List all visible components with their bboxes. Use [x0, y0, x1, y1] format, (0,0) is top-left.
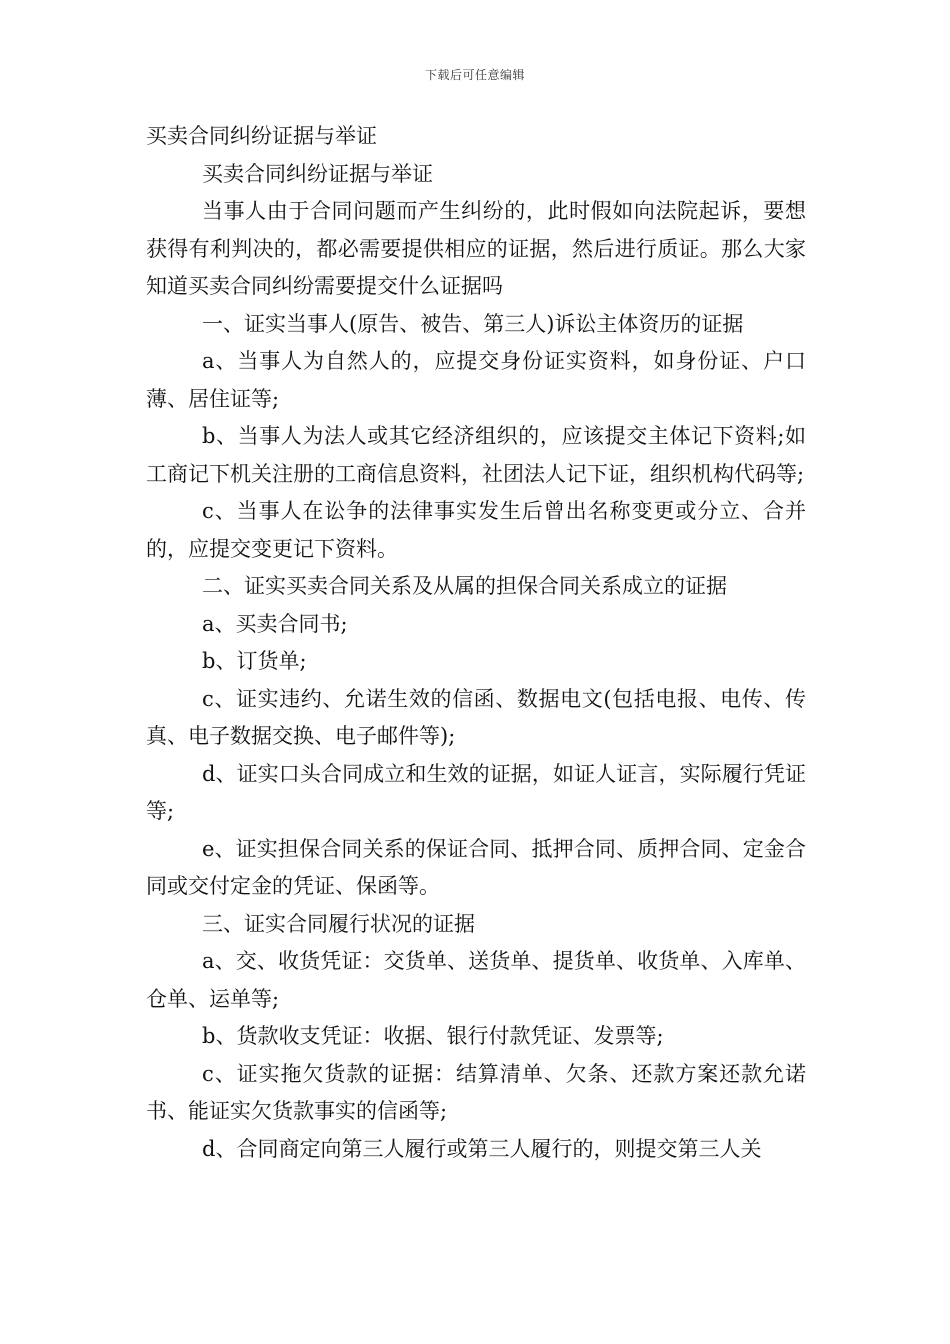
list-item: c、证实违约、允诺生效的信函、数据电文(包括电报、电传、传真、电子数据交换、电子邮件等); — [146, 686, 806, 748]
paragraph-intro: 当事人由于合同问题而产生纠纷的，此时假如向法院起诉，要想获得有利判决的，都必需要提供相应的证据，然后进行质证。那么大家知道买卖合同纠纷需要提交什么证据吗 — [146, 199, 806, 298]
section-heading-1: 一、证实当事人(原告、被告、第三人)诉讼主体资历的证据 — [202, 311, 744, 336]
list-item: b、货款收支凭证：收据、银行付款凭证、发票等; — [202, 1024, 664, 1048]
document-body — [146, 118, 806, 1168]
list-item: d、证实口头合同成立和生效的证据，如证人证言，实际履行凭证等; — [146, 761, 806, 823]
section-heading-3: 三、证实合同履行状况的证据 — [202, 911, 475, 936]
list-item: b、当事人为法人或其它经济组织的，应该提交主体记下资料;如工商记下机关注册的工商信息资料，社团法人记下证，组织机构代码等; — [146, 424, 806, 486]
list-item: a、交、收货凭证：交货单、送货单、提货单、收货单、入库单、仓单、运单等; — [146, 949, 806, 1011]
paragraph-subtitle: 买卖合同纠纷证据与举证 — [202, 161, 433, 186]
list-item: d、合同商定向第三人履行或第三人履行的，则提交第三人关 — [202, 1136, 762, 1161]
section-heading-2: 二、证实买卖合同关系及从属的担保合同关系成立的证据 — [202, 574, 727, 598]
list-item: c、当事人在讼争的法律事实发生后曾出名称变更或分立、合并的，应提交变更记下资料。 — [146, 499, 806, 561]
page-header-note: 下载后可任意编辑 — [424, 68, 525, 82]
list-item: c、证实拖欠货款的证据：结算清单、欠条、还款方案还款允诺书、能证实欠货款事实的信函等; — [146, 1061, 806, 1123]
document-title: 买卖合同纠纷证据与举证 — [146, 124, 377, 148]
list-item: a、买卖合同书; — [202, 611, 348, 636]
list-item: e、证实担保合同关系的保证合同、抵押合同、质押合同、定金合同或交付定金的凭证、保函等。 — [146, 836, 806, 898]
list-item: b、订货单; — [202, 649, 307, 673]
list-item: a、当事人为自然人的，应提交身份证实资料，如身份证、户口薄、居住证等; — [146, 349, 806, 411]
